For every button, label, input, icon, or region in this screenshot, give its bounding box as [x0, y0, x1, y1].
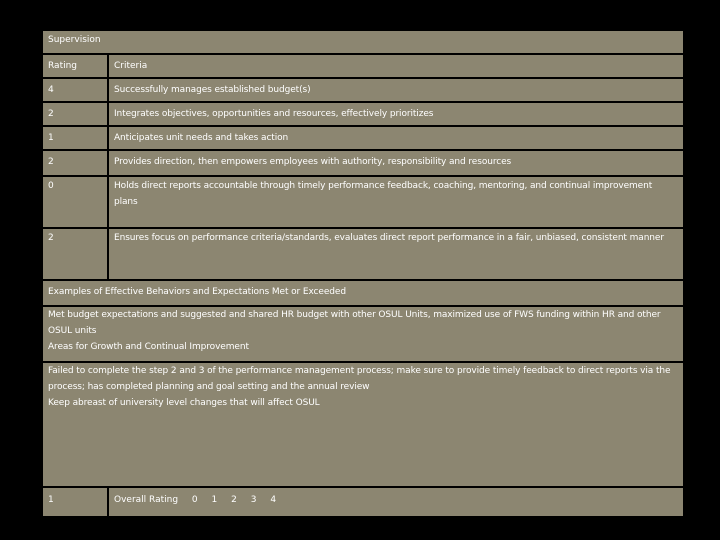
- table-row-criteria: [109, 103, 683, 125]
- criteria-text: Ensures focus on performance criteria/standards, evaluates direct report performance in a fair, unbiased, consistent manner: [114, 233, 664, 243]
- examples-heading-text: Examples of Effective Behaviors and Expectations Met or Exceeded: [48, 287, 346, 297]
- criteria-text: Integrates objectives, opportunities and resources, effectively prioritizes: [114, 109, 434, 119]
- section-title-text: Supervision: [48, 35, 101, 45]
- rating-value: 2: [48, 157, 54, 167]
- table-row-criteria: [109, 229, 683, 279]
- table-row-rating: [43, 103, 107, 125]
- criteria-text: Holds direct reports accountable through timely performance feedback, coaching, mentoring, and continual improvement plans: [114, 181, 653, 207]
- table-row-criteria: [109, 177, 683, 227]
- scale-option: 4: [270, 495, 277, 505]
- overall-rating-scale: [109, 488, 683, 516]
- rating-value: 2: [48, 109, 54, 119]
- criteria-text: Anticipates unit needs and takes action: [114, 133, 289, 143]
- supervision-form: [40, 29, 686, 518]
- table-row-rating: [43, 127, 107, 149]
- table-row-rating: [43, 229, 107, 279]
- table-row-criteria: [109, 151, 683, 175]
- criteria-text: Provides direction, then empowers employees with authority, responsibility and resources: [114, 157, 512, 167]
- scale-option: 3: [250, 495, 257, 505]
- table-row-criteria: [109, 79, 683, 101]
- scale-option: 2: [231, 495, 237, 505]
- criteria-header-text: Criteria: [114, 61, 148, 71]
- table-row-rating: [43, 79, 107, 101]
- overall-rating-value: [43, 488, 107, 516]
- rating-value: 0: [48, 181, 54, 191]
- section-title: [43, 31, 683, 53]
- rating-column-header: [43, 55, 107, 77]
- rating-value: 2: [48, 233, 54, 243]
- growth-heading-text: Areas for Growth and Continual Improvement: [48, 342, 249, 352]
- table-row-rating: [43, 177, 107, 227]
- scale-option: 0: [191, 495, 198, 505]
- criteria-text: Successfully manages established budget(s): [114, 85, 311, 95]
- overall-rating-label: Overall Rating: [114, 495, 179, 505]
- rating-value: 4: [48, 85, 54, 95]
- growth-body-text: Failed to complete the step 2 and 3 of the performance management process; make sure to provide timely feedback to direct reports via the process; has completed planning and goal setting and the annual review: [48, 366, 671, 392]
- examples-body-text: Met budget expectations and suggested and shared HR budget with other OSUL Units, maximized use of FWS funding within HR and other OSUL units: [48, 310, 661, 336]
- rating-value: 1: [48, 133, 54, 143]
- table-row-rating: [43, 151, 107, 175]
- examples-heading: [43, 281, 683, 305]
- rating-header-text: Rating: [48, 61, 78, 71]
- growth-body-text-2: Keep abreast of university level changes that will affect OSUL: [48, 398, 320, 408]
- examples-text: [43, 307, 683, 361]
- overall-value-text: 1: [48, 495, 54, 505]
- table-row-criteria: [109, 127, 683, 149]
- scale-option: 1: [211, 495, 218, 505]
- growth-text: [43, 363, 683, 486]
- criteria-column-header: [109, 55, 683, 77]
